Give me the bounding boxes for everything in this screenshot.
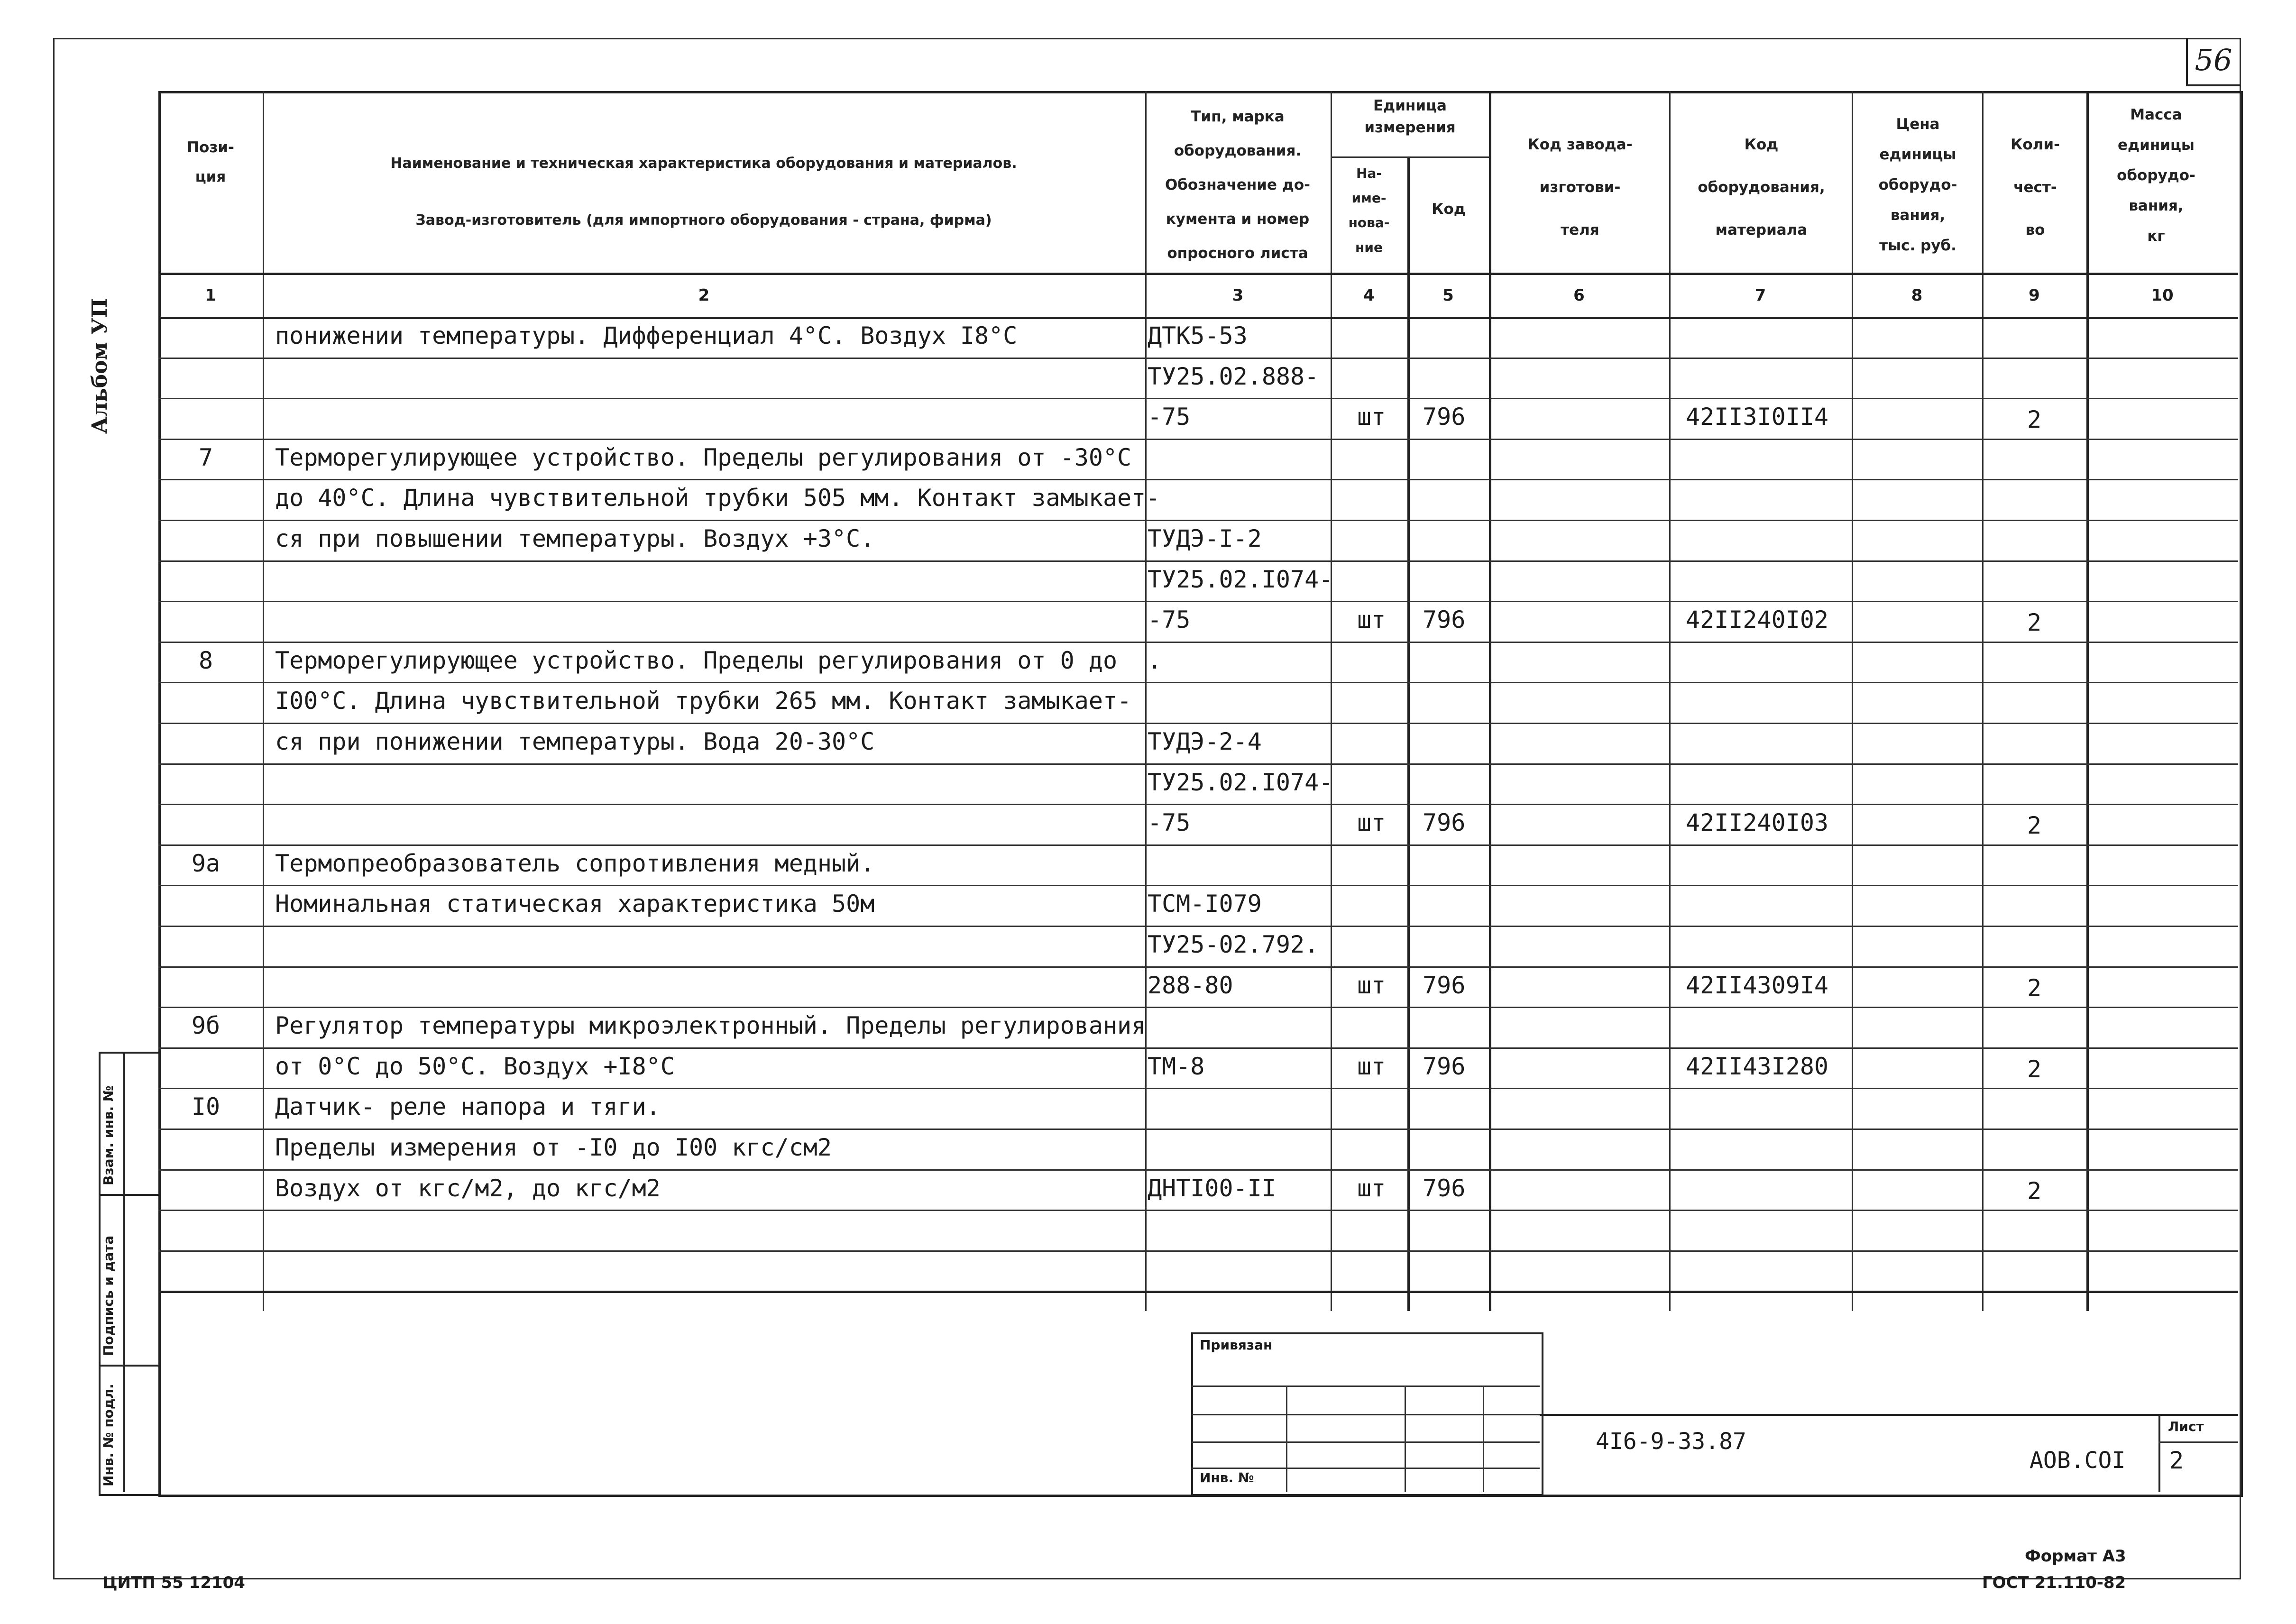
row-divider: [158, 1169, 2238, 1171]
header-col1: Пози- ция: [187, 139, 234, 185]
cell-type: ДНТI00-II: [1148, 1174, 1276, 1202]
cell-name: Терморегулирующее устройство. Пределы регулирования от -30°С: [275, 444, 1132, 471]
column-number-6: 6: [1573, 286, 1585, 305]
row-divider: [158, 398, 2238, 399]
column-divider: [1407, 156, 1410, 1311]
row-divider: [158, 804, 2238, 805]
row-divider: [158, 479, 2238, 480]
side-stamp-vzam: Взам. инв. №: [101, 1085, 116, 1185]
list-label: Лист: [2168, 1419, 2204, 1434]
row-divider: [158, 844, 2238, 846]
header-col2: Наименование и техническая характеристика оборудования и материалов. Завод-изготовитель (для импортного оборудования - страна, фирма): [390, 155, 1017, 229]
cell-unit-code: 796: [1423, 1053, 1466, 1080]
cell-type: ТСМ-I079: [1148, 890, 1262, 918]
cell-name: Регулятор температуры микроэлектронный. Пределы регулирования: [275, 1012, 1146, 1039]
cell-type: -75: [1148, 403, 1191, 431]
cell-name: Датчик- реле напора и тяги.: [275, 1093, 661, 1120]
cell-type: ТУ25.02.888-: [1148, 363, 1319, 390]
cell-unit: шт: [1357, 606, 1386, 633]
row-divider: [158, 926, 2238, 927]
header-col6: Код завода- изготови- теля: [1527, 136, 1633, 239]
side-stamp-inv-podl: Инв. № подл.: [101, 1384, 116, 1486]
row-divider: [158, 642, 2238, 643]
cell-type: 288-80: [1148, 972, 1233, 999]
cell-quantity: 2: [2027, 812, 2042, 839]
row-divider: [158, 1291, 2238, 1293]
cell-quantity: 2: [2027, 1177, 2042, 1205]
page-number: 56: [2195, 43, 2232, 77]
cell-quantity: 2: [2027, 609, 2042, 636]
column-number-4: 4: [1363, 286, 1375, 305]
sheet-code: АОВ.СОI: [2030, 1447, 2126, 1474]
row-divider: [158, 966, 2238, 968]
header-col4: На- име- нова- ние: [1348, 165, 1390, 255]
footer-gost: ГОСТ 21.110-82: [1982, 1573, 2126, 1592]
cell-material-code: 42II3I0II4: [1686, 403, 1829, 431]
cell-unit-code: 796: [1423, 972, 1466, 999]
row-divider: [158, 763, 2238, 765]
inv-no-label: Инв. №: [1200, 1470, 1254, 1486]
album-label: Альбом УП: [88, 298, 112, 434]
column-number-8: 8: [1911, 286, 1923, 305]
header-col5: Код: [1432, 201, 1466, 218]
header-col3: Тип, марка оборудования. Обозначение до- кумента и номер опросного листа: [1165, 108, 1311, 262]
cell-quantity: 2: [2027, 974, 2042, 1002]
cell-type: ТУ25.02.I074-: [1148, 566, 1333, 593]
cell-type: -75: [1148, 606, 1191, 633]
cell-name: Термопреобразователь сопротивления медный.: [275, 850, 875, 877]
cell-unit: шт: [1357, 972, 1386, 999]
cell-name: Терморегулирующее устройство. Пределы регулирования от 0 до: [275, 647, 1118, 674]
column-number-7: 7: [1754, 286, 1766, 305]
row-divider: [158, 601, 2238, 602]
row-divider: [158, 885, 2238, 886]
cell-unit-code: 796: [1423, 809, 1466, 836]
column-number-2: 2: [698, 286, 710, 305]
cell-material-code: 42II4309I4: [1686, 972, 1829, 999]
cell-unit: шт: [1357, 1053, 1386, 1080]
cell-unit: шт: [1357, 809, 1386, 836]
cell-type: .: [1148, 647, 1162, 674]
row-divider: [158, 1047, 2238, 1049]
doc-code: 4I6-9-33.87: [1596, 1428, 1746, 1455]
list-number: 2: [2169, 1447, 2184, 1474]
cell-type: -75: [1148, 809, 1191, 836]
row-divider: [158, 1007, 2238, 1008]
row-divider: [158, 723, 2238, 724]
row-divider: [158, 1129, 2238, 1130]
column-number-9: 9: [2029, 286, 2040, 305]
header-col10: Масса единицы оборудо- вания, кг: [2117, 106, 2195, 245]
cell-type: ТУ25-02.792.: [1148, 931, 1319, 958]
cell-name: Воздух от кгс/м2, до кгс/м2: [275, 1174, 661, 1202]
privyazan-label: Привязан: [1200, 1337, 1273, 1353]
row-divider: [158, 1210, 2238, 1211]
cell-position: 7: [198, 444, 213, 471]
column-number-5: 5: [1442, 286, 1454, 305]
row-divider: [158, 317, 2238, 319]
cell-position: I0: [191, 1093, 220, 1120]
cell-type: ДТК5-53: [1148, 322, 1248, 349]
side-stamp-signature: Подпись и дата: [101, 1235, 116, 1356]
cell-name: I00°С. Длина чувствительной трубки 265 мм. Контакт замыкает-: [275, 687, 1132, 715]
cell-name: понижении температуры. Дифференциал 4°С. Воздух I8°С: [275, 322, 1018, 349]
cell-name: ся при повышении температуры. Воздух +3°С.: [275, 525, 875, 552]
cell-position: 8: [198, 647, 213, 674]
cell-unit-code: 796: [1423, 403, 1466, 431]
row-divider: [158, 682, 2238, 683]
footer-format: Формат А3: [2025, 1547, 2126, 1566]
cell-material-code: 42II240I02: [1686, 606, 1829, 633]
column-number-3: 3: [1232, 286, 1244, 305]
cell-material-code: 42II240I03: [1686, 809, 1829, 836]
row-divider: [158, 358, 2238, 359]
row-divider: [158, 1088, 2238, 1089]
cell-unit-code: 796: [1423, 606, 1466, 633]
row-divider: [158, 439, 2238, 440]
row-divider: [1331, 156, 1489, 158]
column-number-1: 1: [205, 286, 216, 305]
row-divider: [158, 560, 2238, 562]
cell-name: до 40°С. Длина чувствительной трубки 505 мм. Контакт замыкает-: [275, 484, 1160, 512]
cell-name: Пределы измерения от -I0 до I00 кгс/см2: [275, 1134, 832, 1161]
cell-type: ТУДЭ-I-2: [1148, 525, 1262, 552]
cell-position: 9б: [191, 1012, 220, 1039]
cell-unit: шт: [1357, 403, 1386, 431]
cell-quantity: 2: [2027, 1055, 2042, 1083]
cell-material-code: 42II43I280: [1686, 1053, 1829, 1080]
cell-type: ТУДЭ-2-4: [1148, 728, 1262, 755]
cell-unit-code: 796: [1423, 1174, 1466, 1202]
header-col9: Коли- чест- во: [2011, 136, 2060, 239]
header-col8: Цена единицы оборудо- вания, тыс. руб.: [1878, 116, 1957, 254]
cell-quantity: 2: [2027, 406, 2042, 433]
cell-type: ТМ-8: [1148, 1053, 1205, 1080]
header-unit: Единица измерения: [1364, 97, 1456, 136]
cell-name: от 0°С до 50°С. Воздух +I8°С: [275, 1053, 675, 1080]
cell-unit: шт: [1357, 1174, 1386, 1202]
header-col7: Код оборудования, материала: [1698, 136, 1825, 239]
cell-name: Номинальная статическая характеристика 50м: [275, 890, 875, 918]
cell-position: 9а: [191, 850, 220, 877]
row-divider: [158, 1250, 2238, 1252]
column-number-10: 10: [2151, 286, 2174, 305]
cell-name: ся при понижении температуры. Вода 20-30°С: [275, 728, 875, 755]
row-divider: [158, 520, 2238, 521]
cell-type: ТУ25.02.I074-: [1148, 769, 1333, 796]
footer-left: ЦИТП 55 12104: [102, 1573, 245, 1592]
